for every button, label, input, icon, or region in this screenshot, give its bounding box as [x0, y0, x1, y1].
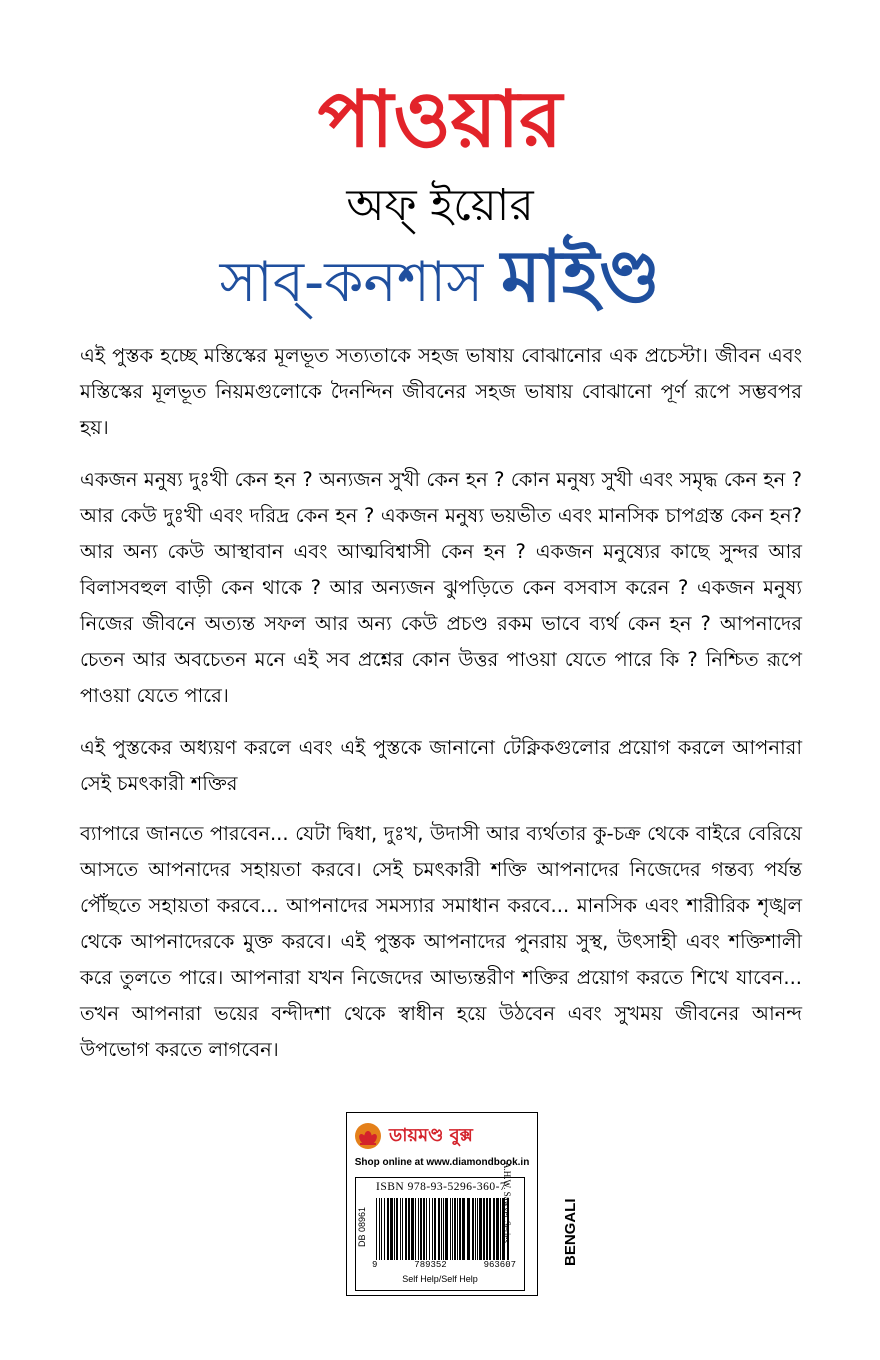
- barcode-bar: [479, 1198, 482, 1260]
- barcode-bar: [405, 1198, 407, 1260]
- isbn-text: ISBN 978-93-5296-360-7: [376, 1181, 507, 1193]
- title-line-3-part-2: মাইণ্ড: [501, 234, 661, 318]
- barcode-bar: [450, 1198, 451, 1260]
- barcode-digit-group: 963607: [483, 1260, 516, 1270]
- category-text: Self Help/Self Help: [402, 1274, 478, 1284]
- title-line-3-part-1: সাব্-কনশাস: [219, 250, 484, 315]
- title-line-2: অফ্ ইয়োর: [346, 180, 534, 231]
- barcode-bar: [381, 1198, 382, 1260]
- barcode-bar: [411, 1198, 414, 1260]
- barcode-bar: [400, 1198, 401, 1260]
- barcode-bar: [379, 1198, 380, 1260]
- barcode-bar: [493, 1198, 495, 1260]
- publisher-logo: [355, 1119, 473, 1153]
- db-number: DB 08961: [357, 1206, 367, 1248]
- barcode-bar: [441, 1198, 442, 1260]
- barcode-bar: [396, 1198, 398, 1260]
- barcode-bar: [445, 1198, 448, 1260]
- barcode-bar: [408, 1198, 410, 1260]
- paragraph-2: একজন মনুষ্য দুঃখী কেন হন ? অন্যজন সুখী কেন হন ? কোন মনুষ্য সুখী এবং সমৃদ্ধ কেন হন ? আর কেউ দুঃখী এবং দরিদ্র কেন হন ? একজন মনুষ্য ভয়ভীত এবং মানসিক চাপগ্রস্ত কেন হন? আর অন্য কেউ আস্থাবান এবং আত্মবিশ্বাসী কেন হন ? একজন মনুষ্যের কাছে সুন্দর আর বিলাসবহুল বাড়ী কেন থাকে ? আর অন্যজন ঝুপড়িতে কেন বসবাস করেন ? একজন মনুষ্য নিজের জীবনে অত্যন্ত সফল আর অন্য কেউ প্রচণ্ড রকম ভাবে ব্যর্থ কেন হন ? আপনাদের চেতন আর অবচেতন মনে এই সব প্রশ্নের কোন উত্তর পাওয়া যেতে পারে কি ? নিশ্চিত রূপে পাওয়া যেতে পারে।: [80, 468, 802, 707]
- barcode-bars: [374, 1198, 514, 1260]
- language-label: BENGALI: [562, 1198, 579, 1266]
- barcode-bar: [434, 1198, 436, 1260]
- barcode-bar: [432, 1198, 433, 1260]
- barcode-bar: [452, 1198, 453, 1260]
- blurb-text: [80, 338, 802, 1084]
- barcode-bar: [483, 1198, 485, 1260]
- barcode-bar: [496, 1198, 499, 1260]
- barcode-bar: [415, 1198, 416, 1260]
- barcode-digit-group: 789352: [414, 1260, 447, 1270]
- barcode-bar: [462, 1198, 465, 1260]
- barcode-bar: [438, 1198, 440, 1260]
- barcode-bar: [423, 1198, 425, 1260]
- barcode-bar: [420, 1198, 422, 1260]
- barcode-bar: [426, 1198, 427, 1260]
- paragraph-3: এই পুস্তকের অধ্যয়ণ করলে এবং এই পুস্তকে জানানো টেক্নিকগুলোর প্রয়োগ করলে আপনারা সেই চমৎকারী শক্তির: [80, 736, 802, 795]
- paragraph-1: এই পুস্তক হচ্ছে মস্তিস্কের মূলভূত সত্যতাকে সহজ ভাষায় বোঝানোর এক প্রচেস্টা। জীবন এবং মস্তিস্কের মূলভূত নিয়মগুলোকে দৈনন্দিন জীবনের সহজ ভাষায় বোঝানো পূর্ণ রূপে সম্ভবপর হয়।: [80, 344, 803, 439]
- barcode-bar: [472, 1198, 474, 1260]
- barcode-bar: [459, 1198, 461, 1260]
- barcode-bar: [500, 1198, 501, 1260]
- lotus-icon: [355, 1123, 381, 1149]
- barcode-bar: [384, 1198, 385, 1260]
- barcode-digits: [372, 1260, 516, 1270]
- publisher-name: ডায়মণ্ড বুক্স: [389, 1125, 473, 1146]
- barcode-bar: [387, 1198, 389, 1260]
- title-line-3: [0, 236, 880, 323]
- barcode-bar: [376, 1198, 377, 1260]
- barcode-bar: [402, 1198, 403, 1260]
- series-text: A.H.W. Sawyer Series: [502, 1162, 512, 1243]
- barcode-bar: [477, 1198, 478, 1260]
- barcode-bar: [443, 1198, 444, 1260]
- barcode-bar: [394, 1198, 395, 1260]
- shop-online-text: Shop online at www.diamondbook.in: [354, 1157, 530, 1168]
- barcode-bar: [467, 1198, 470, 1260]
- title-line-1: পাওয়ার: [317, 74, 563, 165]
- barcode-bar: [489, 1198, 491, 1260]
- barcode-bar: [457, 1198, 458, 1260]
- paragraph-4: ব্যাপারে জানতে পারবেন... যেটা দ্বিধা, দুঃখ, উদাসী আর ব্যর্থতার কু-চক্র থেকে বাইরে বেরিয়ে আসতে আপনাদের সহায়তা করবে। সেই চমৎকারী শক্তি আপনাদের নিজেদের গন্তব্য পর্যন্ত পৌঁছতে সহায়তা করবে... আপনাদের সমস্যার সমাধান করবে... মানসিক এবং শারীরিক শৃঙ্খল থেকে আপনাদেরকে মুক্ত করবে। এই পুস্তক আপনাদের পুনরায় সুস্থ, উৎসাহী এবং শক্তিশালী করে তুলতে পারে। আপনারা যখন নিজেদের আভ্যন্তরীণ শক্তির প্রয়োগ করতে শিখে যাবেন... তখন আপনারা ভয়ের বন্দীদশা থেকে স্বাধীন হয়ে উঠবেন এবং সুখময় জীবনের আনন্দ উপভোগ করতে লাগবেন।: [80, 822, 802, 1061]
- barcode: [355, 1177, 525, 1291]
- barcode-bar: [454, 1198, 456, 1260]
- barcode-bar: [475, 1198, 476, 1260]
- barcode-bar: [429, 1198, 430, 1260]
- barcode-digit-group: 9: [372, 1260, 378, 1270]
- barcode-bar: [418, 1198, 419, 1260]
- barcode-bar: [390, 1198, 393, 1260]
- barcode-bar: [486, 1198, 488, 1260]
